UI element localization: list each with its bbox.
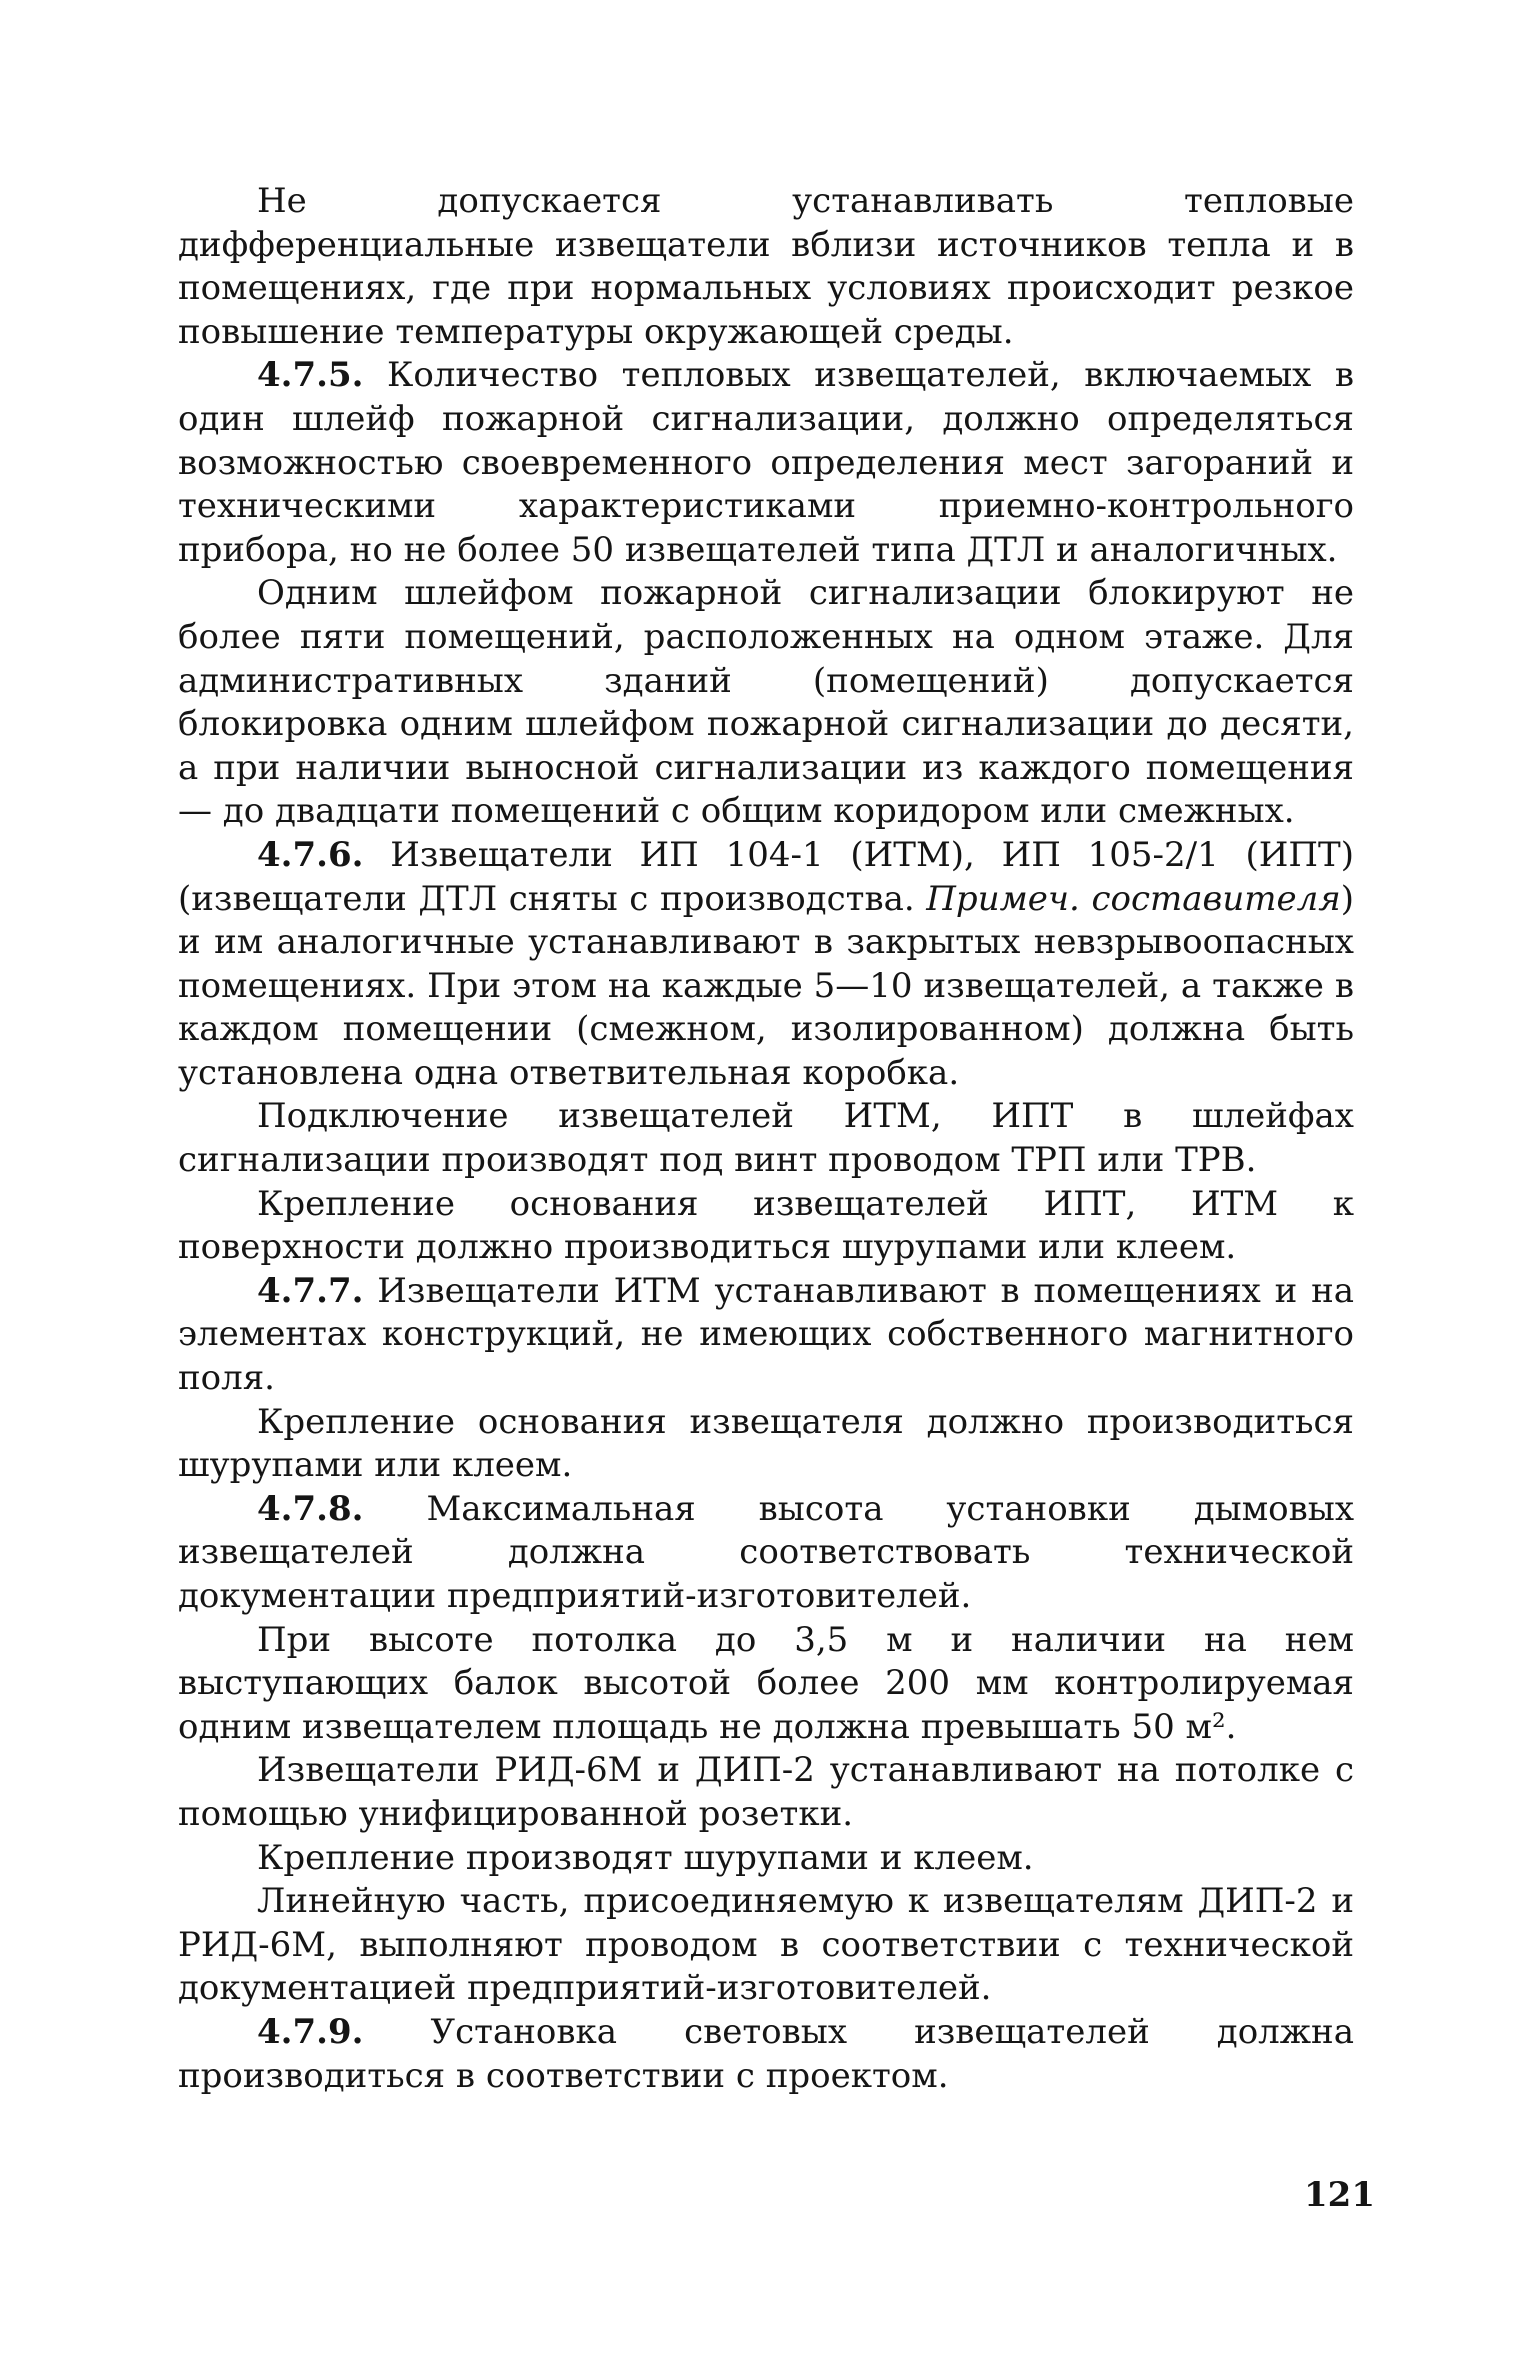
paragraph-text: Количество тепловых извещателей, включаемых в один шлейф пожарной сигнализации, должно определяться возможностью своевременного определения мест загораний и техническими характеристиками приемно-контрольного прибора, но не более 50 извещателей типа ДТЛ и аналогичных. xyxy=(178,355,1355,570)
paragraph-4-7-8 xyxy=(178,1488,1354,1619)
paragraph-4-7-6 xyxy=(178,834,1354,1096)
clause-number: 4.7.5. xyxy=(257,355,364,396)
paragraph-text: Не допускается устанавливать тепловые дифференциальные извещатели вблизи источников тепла и в помещениях, где при нормальных условиях происходит резкое повышение температуры окружающей среды. xyxy=(178,181,1354,352)
compiler-note: Примеч. составителя xyxy=(926,878,1341,919)
paragraph-text-continued: ) и им аналогичные устанавливают в закрытых невзрывоопасных помещениях. При этом на каждые 5—10 извещателей, а также в каждом помещении (смежном, изолированном) должна быть установлена одна ответвительная коробка. xyxy=(178,878,1354,1093)
paragraph-4-7-9 xyxy=(178,2011,1354,2098)
paragraph-text: Установка световых извещателей должна производиться в соответствии с проектом. xyxy=(178,2011,1354,2096)
paragraph-text: При высоте потолка до 3,5 м и наличии на нем выступающих балок высотой более 200 мм контролируемая одним извещателем площадь не должна превышать 50 м². xyxy=(178,1619,1354,1747)
page-number: 121 xyxy=(1304,2175,1375,2215)
paragraph-4-7-7 xyxy=(178,1270,1354,1401)
paragraph-loop-rooms xyxy=(178,572,1354,834)
paragraph-ceiling-height xyxy=(178,1619,1354,1750)
page-body xyxy=(178,180,1354,2098)
paragraph-text: Линейную часть, присоединяемую к извещателям ДИП-2 и РИД-6М, выполняют проводом в соответствии с технической документацией предприятий-изготовителей. xyxy=(178,1881,1354,2009)
paragraph-rid-dip-mounting xyxy=(178,1749,1354,1836)
paragraph-text: Извещатели ИП 104-1 (ИТМ), ИП 105-2/1 (ИПТ) (извещатели ДТЛ сняты с производства. xyxy=(178,834,1354,919)
paragraph-text: Крепление основания извещателей ИПТ, ИТМ к поверхности должно производиться шурупами или клеем. xyxy=(178,1183,1354,1268)
paragraph-text: Извещатели ИТМ устанавливают в помещениях и на элементах конструкций, не имеющих собственного магнитного поля. xyxy=(178,1270,1354,1399)
paragraph-text: Максимальная высота установки дымовых извещателей должна соответствовать технической документации предприятий-изготовителей. xyxy=(178,1488,1354,1616)
paragraph-heat-detectors-restriction xyxy=(178,180,1354,354)
clause-number: 4.7.9. xyxy=(257,2011,364,2052)
clause-number: 4.7.8. xyxy=(257,1488,364,1529)
paragraph-mounting-itm xyxy=(178,1401,1354,1488)
paragraph-text: Крепление основания извещателя должно производиться шурупами или клеем. xyxy=(178,1401,1354,1486)
paragraph-text: Подключение извещателей ИТМ, ИПТ в шлейфах сигнализации производят под винт проводом ТРП или ТРВ. xyxy=(178,1096,1354,1181)
clause-number: 4.7.7. xyxy=(257,1270,364,1311)
paragraph-connection xyxy=(178,1095,1354,1182)
paragraph-4-7-5 xyxy=(178,354,1354,572)
paragraph-mounting-base xyxy=(178,1183,1354,1270)
paragraph-text: Одним шлейфом пожарной сигнализации блокируют не более пяти помещений, расположенных на одном этаже. Для административных зданий (помещений) допускается блокировка одним шлейфом пожарной сигнализации до десяти, а при наличии выносной сигнализации из каждого помещения — до двадцати помещений с общим коридором или смежных. xyxy=(178,573,1354,832)
clause-number: 4.7.6. xyxy=(257,834,364,875)
paragraph-fastening xyxy=(178,1837,1354,1881)
paragraph-linear-part xyxy=(178,1880,1354,2011)
paragraph-text: Извещатели РИД-6М и ДИП-2 устанавливают на потолке с помощью унифицированной розетки. xyxy=(178,1750,1354,1834)
paragraph-text: Крепление производят шурупами и клеем. xyxy=(257,1837,1034,1878)
